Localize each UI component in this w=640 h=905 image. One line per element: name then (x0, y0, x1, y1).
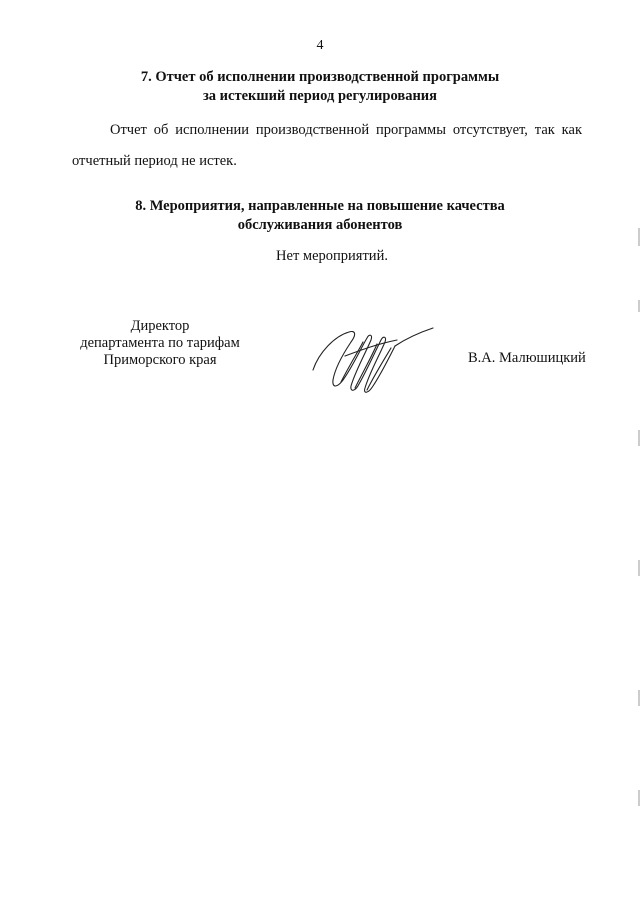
signatory-name: В.А. Малюшицкий (468, 350, 586, 366)
section-8-heading-line-1: 8. Мероприятия, направленные на повышение качества (135, 198, 505, 214)
section-8-text: Нет мероприятий. (276, 248, 388, 264)
page-number: 4 (316, 38, 324, 53)
signatory-position-line-3: Приморского края (103, 352, 217, 368)
signatory-position (60, 318, 260, 369)
section-7-heading (0, 68, 640, 106)
section-8-heading (0, 197, 640, 235)
section-7-paragraph-line-2: отчетный период не истек. (72, 153, 237, 169)
section-7-heading-line-1: 7. Отчет об исполнении производственной программы (140, 69, 500, 85)
signatory-position-line-2: департамента по тарифам (80, 335, 240, 351)
section-7-heading-line-2: за истекший период регулирования (202, 88, 438, 104)
section-8-heading-line-2: обслуживания абонентов (237, 217, 403, 233)
signatory-position-line-1: Директор (130, 318, 190, 334)
section-7-paragraph (72, 115, 582, 177)
handwritten-signature-icon (305, 322, 440, 397)
section-7-paragraph-line-1: Отчет об исполнении производственной программы отсутствует, так как (110, 122, 582, 138)
scan-edge-marks (634, 0, 640, 905)
